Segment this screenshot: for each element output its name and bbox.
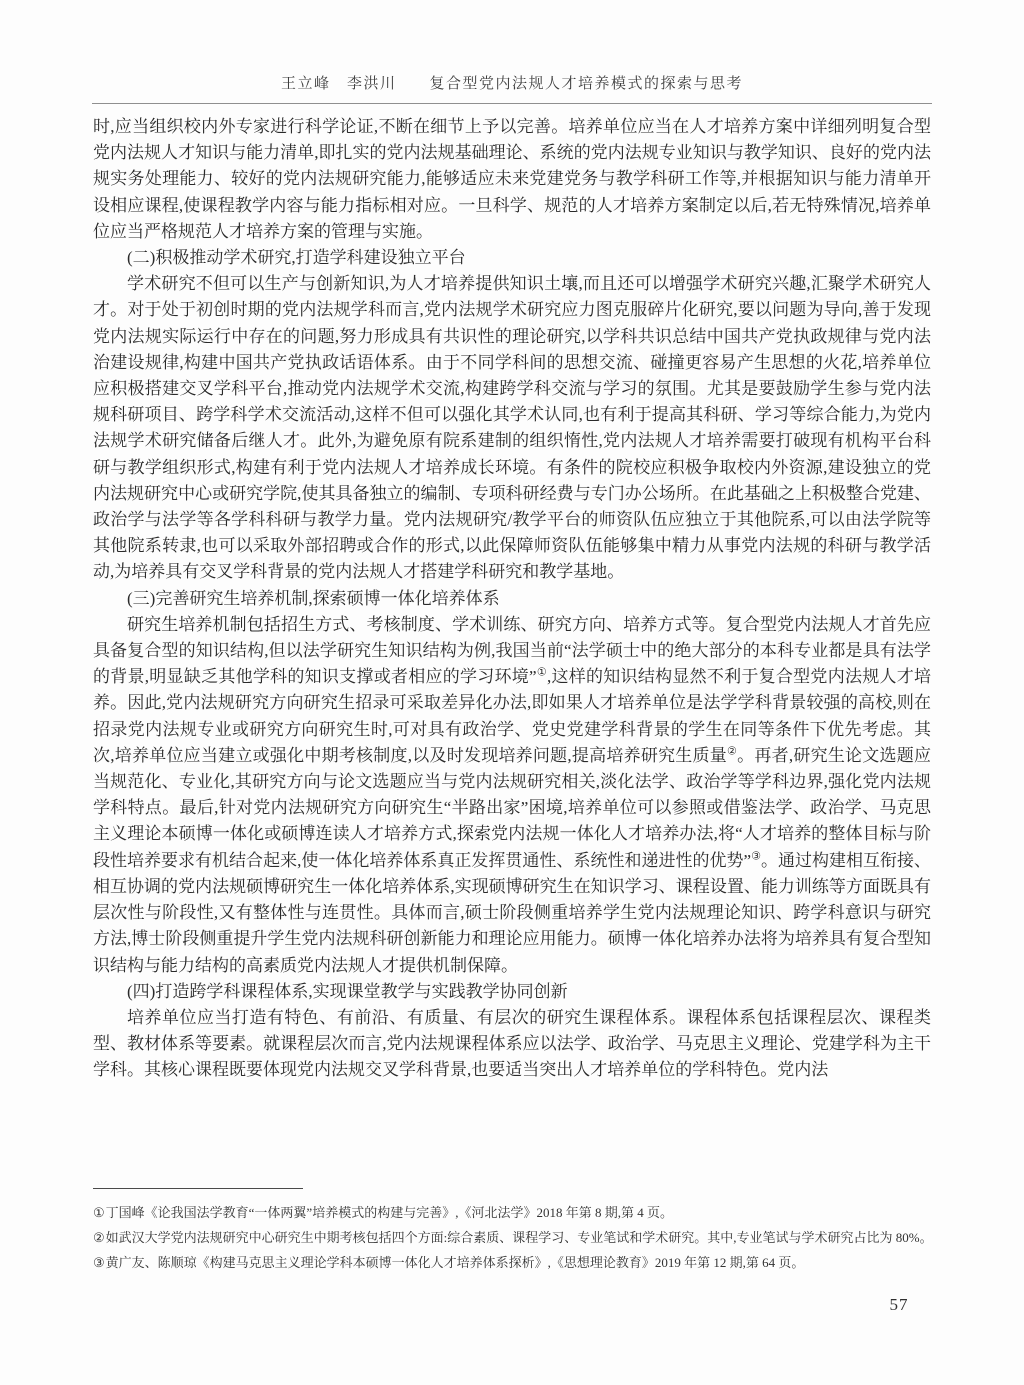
section-heading: (四)打造跨学科课程体系,实现课堂教学与实践教学协同创新: [127, 981, 568, 1001]
footnote-ref: ③: [751, 850, 761, 863]
footnote-text: 如武汉大学党内法规研究中心研究生中期考核包括四个方面:综合素质、课程学习、专业笔试和学术研究。其中,专业笔试与学术研究占比为 80%。: [105, 1230, 933, 1245]
section-heading: (三)完善研究生培养机制,探索硕博一体化培养体系: [127, 588, 500, 608]
footnote-text: 黄广友、陈顺琼《构建马克思主义理论学科本硕博一体化人才培养体系探析》,《思想理论教育》2019 年第 12 期,第 64 页。: [105, 1255, 805, 1270]
footnote-marker: ③: [93, 1255, 105, 1270]
footnote-marker: ①: [93, 1205, 105, 1220]
header-rule: [92, 103, 932, 104]
section-heading: (二)积极推动学术研究,打造学科建设独立平台: [127, 248, 466, 268]
page-number: 57: [889, 1295, 909, 1314]
body-paragraph: 研究生培养机制包括招生方式、考核制度、学术训练、研究方向、培养方式等。复合型党内法规人才首先应具备复合型的知识结构,但以法学研究生知识结构为例,我国当前“法学硕士中的绝大部分的本科专业都是具有法学的背景,明显缺乏其他学科的知识支撑或者相应的学习环境”①,这样的知识结构显然不利于复合型党内法规人才培养。因此,党内法规研究方向研究生招录可采取差异化办法,即如果人才培养单位是法学学科背景较强的高校,则在招录党内法规专业或研究方向研究生时,可对具有政治学、党史党建学科背景的学生在同等条件下优先考虑。其次,培养单位应当建立或强化中期考核制度,以及时发现培养问题,提高培养研究生质量②。再者,研究生论文选题应当规范化、专业化,其研究方向与论文选题应当与党内法规研究相关,淡化法学、政治学等学科边界,强化党内法规学科特点。最后,针对党内法规研究方向研究生“半路出家”困境,培养单位可以参照或借鉴法学、政治学、马克思主义理论本硕博一体化或硕博连读人才培养方式,探索党内法规一体化人才培养办法,将“人才培养的整体目标与阶段性培养要求有机结合起来,使一体化培养体系真正发挥贯通性、系统性和递进性的优势”③。通过构建相互衔接、相互协调的党内法规硕博研究生一体化培养体系,实现硕博研究生在知识学习、课程设置、能力训练等方面既具有层次性与阶段性,又有整体性与连贯性。具体而言,硕士阶段侧重培养学生党内法规理论知识、跨学科意识与研究方法,博士阶段侧重提升学生党内法规科研创新能力和理论应用能力。硕博一体化培养办法将为培养具有复合型知识结构与能力结构的高素质党内法规人才提供机制保障。: [93, 614, 931, 975]
footnote-ref: ①: [536, 666, 547, 679]
footnote-marker: ②: [93, 1230, 105, 1245]
footnote-ref: ②: [727, 745, 738, 758]
running-head: [93, 72, 931, 93]
footnotes: [93, 1200, 935, 1275]
footnote-item: [93, 1250, 935, 1275]
body-paragraph: 培养单位应当打造有特色、有前沿、有质量、有层次的研究生课程体系。课程体系包括课程层次、课程类型、教材体系等要素。就课程层次而言,党内法规课程体系应以法学、政治学、马克思主义理论、党建学科为主干学科。其核心课程既要体现党内法规交叉学科背景,也要适当突出人才培养单位的学科特色。党内法: [93, 1007, 931, 1080]
footnote-item: [93, 1200, 935, 1225]
footnote-item: [93, 1225, 935, 1250]
footnote-separator: [93, 1188, 303, 1189]
footnote-text: 丁国峰《论我国法学教育“一体两翼”培养模式的构建与完善》,《河北法学》2018 年第 8 期,第 4 页。: [105, 1205, 673, 1220]
body-paragraph: 学术研究不但可以生产与创新知识,为人才培养提供知识土壤,而且还可以增强学术研究兴趣,汇聚学术研究人才。对于处于初创时期的党内法规学科而言,党内法规学术研究应力图克服碎片化研究,要以问题为导向,善于发现党内法规实际运行中存在的问题,努力形成具有共识性的理论研究,以学科共识总结中国共产党执政规律与党内法治建设规律,构建中国共产党执政话语体系。由于不同学科间的思想交流、碰撞更容易产生思想的火花,培养单位应积极搭建交叉学科平台,推动党内法规学术交流,构建跨学科交流与学习的氛围。尤其是要鼓励学生参与党内法规科研项目、跨学科学术交流活动,这样不但可以强化其学术认同,也有利于提高其科研、学习等综合能力,为党内法规学术研究储备后继人才。此外,为避免原有院系建制的组织惰性,党内法规人才培养需要打破现有机构平台科研与教学组织形式,构建有利于党内法规人才培养成长环境。有条件的院校应积极争取校内外资源,建设独立的党内法规研究中心或研究学院,使其具备独立的编制、专项科研经费与专门办公场所。在此基础之上积极整合党建、政治学与法学等各学科科研与教学力量。党内法规研究/教学平台的师资队伍应独立于其他院系,可以由法学院等其他院系转隶,也可以采取外部招聘或合作的形式,以此保障师资队伍能够集中精力从事党内法规的科研与教学活动,为培养具有交叉学科背景的党内法规人才搭建学科研究和教学基地。: [93, 274, 931, 582]
article-body: [93, 114, 931, 1186]
body-paragraph: 时,应当组织校内外专家进行科学论证,不断在细节上予以完善。培养单位应当在人才培养方案中详细列明复合型党内法规人才知识与能力清单,即扎实的党内法规基础理论、系统的党内法规专业知识与教学知识、良好的党内法规实务处理能力、较好的党内法规研究能力,能够适应未来党建党务与教学科研工作等,并根据知识与能力清单开设相应课程,使课程教学内容与能力指标相对应。一旦科学、规范的人才培养方案制定以后,若无特殊情况,培养单位应当严格规范人才培养方案的管理与实施。: [93, 117, 931, 241]
running-head-text: 王立峰 李洪川 复合型党内法规人才培养模式的探索与思考: [280, 76, 743, 92]
